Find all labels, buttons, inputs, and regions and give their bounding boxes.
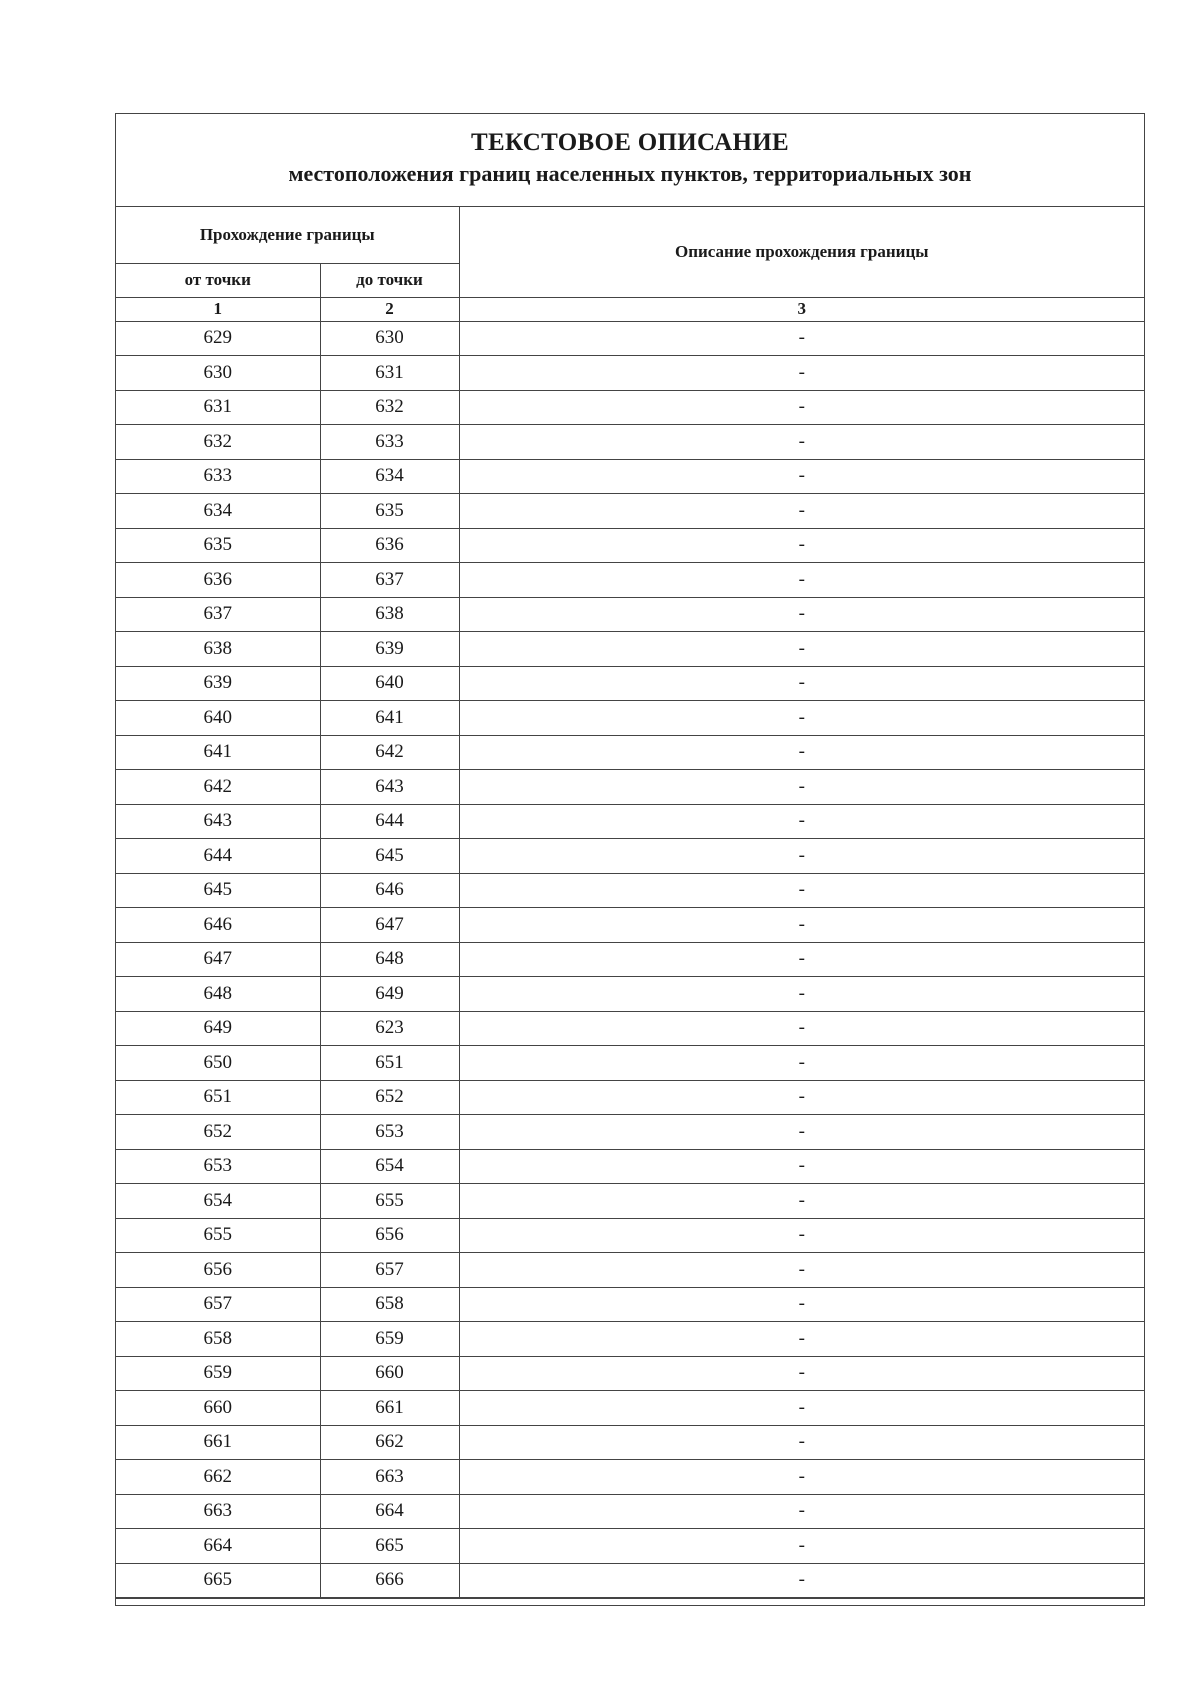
description-cell: - [459,735,1144,770]
description-cell: - [459,597,1144,632]
from-point-cell: 660 [116,1391,320,1426]
from-point-cell: 639 [116,666,320,701]
to-point-cell: 644 [320,804,459,839]
table-bottom-border [116,1598,1144,1605]
from-point-cell: 634 [116,494,320,529]
to-point-cell: 649 [320,977,459,1012]
from-point-cell: 650 [116,1046,320,1081]
from-point-cell: 647 [116,942,320,977]
table-row [116,1115,1144,1150]
to-point-cell: 662 [320,1425,459,1460]
table-row [116,1218,1144,1253]
description-cell: - [459,770,1144,805]
from-point-cell: 657 [116,1287,320,1322]
description-cell: - [459,1184,1144,1219]
table-row [116,390,1144,425]
table-row [116,770,1144,805]
description-cell: - [459,632,1144,667]
description-cell: - [459,1563,1144,1598]
table-row [116,873,1144,908]
description-cell: - [459,1356,1144,1391]
description-cell: - [459,459,1144,494]
table-row [116,1080,1144,1115]
to-point-cell: 664 [320,1494,459,1529]
description-cell: - [459,1425,1144,1460]
to-point-cell: 631 [320,356,459,391]
from-point-cell: 637 [116,597,320,632]
from-point-cell: 664 [116,1529,320,1564]
from-point-cell: 648 [116,977,320,1012]
description-cell: - [459,977,1144,1012]
from-point-cell: 645 [116,873,320,908]
description-cell: - [459,839,1144,874]
from-point-cell: 644 [116,839,320,874]
table-row [116,908,1144,943]
column-number-1: 1 [116,297,320,321]
description-cell: - [459,1115,1144,1150]
to-point-cell: 652 [320,1080,459,1115]
from-point-cell: 658 [116,1322,320,1357]
document-sheet [115,113,1145,1606]
table-row [116,701,1144,736]
from-point-cell: 638 [116,632,320,667]
table-row [116,1563,1144,1598]
description-cell: - [459,321,1144,356]
to-point-cell: 636 [320,528,459,563]
table-row [116,1322,1144,1357]
document-title: ТЕКСТОВОЕ ОПИСАНИЕ [471,129,789,156]
to-point-header: до точки [320,263,459,297]
from-point-cell: 656 [116,1253,320,1288]
table-row [116,563,1144,598]
from-point-cell: 661 [116,1425,320,1460]
from-point-cell: 653 [116,1149,320,1184]
from-point-cell: 636 [116,563,320,598]
to-point-cell: 659 [320,1322,459,1357]
table-row [116,977,1144,1012]
description-cell: - [459,528,1144,563]
description-cell: - [459,873,1144,908]
table-row [116,459,1144,494]
table-row [116,597,1144,632]
to-point-cell: 653 [320,1115,459,1150]
table-row [116,425,1144,460]
to-point-cell: 630 [320,321,459,356]
description-cell: - [459,1287,1144,1322]
to-point-cell: 665 [320,1529,459,1564]
description-cell: - [459,804,1144,839]
to-point-cell: 623 [320,1011,459,1046]
description-cell: - [459,1046,1144,1081]
table-row [116,942,1144,977]
table-header [116,207,1144,321]
table-body [116,321,1144,1598]
table-row [116,1184,1144,1219]
from-point-cell: 651 [116,1080,320,1115]
description-cell: - [459,494,1144,529]
from-point-cell: 629 [116,321,320,356]
to-point-cell: 654 [320,1149,459,1184]
to-point-cell: 655 [320,1184,459,1219]
to-point-cell: 638 [320,597,459,632]
to-point-cell: 633 [320,425,459,460]
from-point-cell: 641 [116,735,320,770]
description-cell: - [459,356,1144,391]
to-point-cell: 634 [320,459,459,494]
from-point-cell: 635 [116,528,320,563]
table-row [116,1391,1144,1426]
from-point-cell: 640 [116,701,320,736]
to-point-cell: 651 [320,1046,459,1081]
description-cell: - [459,1149,1144,1184]
to-point-cell: 657 [320,1253,459,1288]
description-cell: - [459,942,1144,977]
to-point-cell: 656 [320,1218,459,1253]
table-row [116,1287,1144,1322]
table-row [116,1011,1144,1046]
from-point-cell: 631 [116,390,320,425]
to-point-cell: 635 [320,494,459,529]
to-point-cell: 639 [320,632,459,667]
table-row [116,494,1144,529]
table-row [116,321,1144,356]
description-cell: - [459,1011,1144,1046]
description-cell: - [459,1391,1144,1426]
title-block [116,114,1144,207]
table-row [116,839,1144,874]
document-subtitle: местоположения границ населенных пунктов, территориальных зон [288,161,972,186]
table-row [116,1425,1144,1460]
table-row [116,356,1144,391]
to-point-cell: 632 [320,390,459,425]
to-point-cell: 658 [320,1287,459,1322]
from-point-cell: 663 [116,1494,320,1529]
description-cell: - [459,1218,1144,1253]
from-point-cell: 659 [116,1356,320,1391]
to-point-cell: 661 [320,1391,459,1426]
table-row [116,1046,1144,1081]
from-point-cell: 665 [116,1563,320,1598]
to-point-cell: 637 [320,563,459,598]
to-point-cell: 641 [320,701,459,736]
description-cell: - [459,1322,1144,1357]
table-row [116,528,1144,563]
description-cell: - [459,563,1144,598]
table-row [116,1494,1144,1529]
description-cell: - [459,390,1144,425]
to-point-cell: 646 [320,873,459,908]
to-point-cell: 642 [320,735,459,770]
to-point-cell: 643 [320,770,459,805]
from-point-cell: 654 [116,1184,320,1219]
group-header: Прохождение границы [116,207,459,263]
from-point-cell: 662 [116,1460,320,1495]
to-point-cell: 647 [320,908,459,943]
to-point-cell: 645 [320,839,459,874]
description-cell: - [459,666,1144,701]
to-point-cell: 660 [320,1356,459,1391]
from-point-cell: 646 [116,908,320,943]
description-cell: - [459,1253,1144,1288]
to-point-cell: 666 [320,1563,459,1598]
description-cell: - [459,1494,1144,1529]
table-row [116,1253,1144,1288]
table-row [116,1529,1144,1564]
from-point-cell: 632 [116,425,320,460]
from-point-cell: 649 [116,1011,320,1046]
description-cell: - [459,908,1144,943]
from-point-cell: 633 [116,459,320,494]
table-row [116,632,1144,667]
table-row [116,1460,1144,1495]
description-cell: - [459,1460,1144,1495]
table-row [116,1149,1144,1184]
description-cell: - [459,425,1144,460]
table-row [116,735,1144,770]
from-point-cell: 655 [116,1218,320,1253]
from-point-cell: 643 [116,804,320,839]
from-point-cell: 642 [116,770,320,805]
to-point-cell: 663 [320,1460,459,1495]
boundary-table [116,207,1144,1598]
table-row [116,1356,1144,1391]
from-point-header: от точки [116,263,320,297]
from-point-cell: 652 [116,1115,320,1150]
column-number-3: 3 [459,297,1144,321]
description-cell: - [459,701,1144,736]
from-point-cell: 630 [116,356,320,391]
description-header: Описание прохождения границы [459,207,1144,297]
to-point-cell: 640 [320,666,459,701]
description-cell: - [459,1080,1144,1115]
column-number-2: 2 [320,297,459,321]
table-row [116,804,1144,839]
table-row [116,666,1144,701]
description-cell: - [459,1529,1144,1564]
to-point-cell: 648 [320,942,459,977]
